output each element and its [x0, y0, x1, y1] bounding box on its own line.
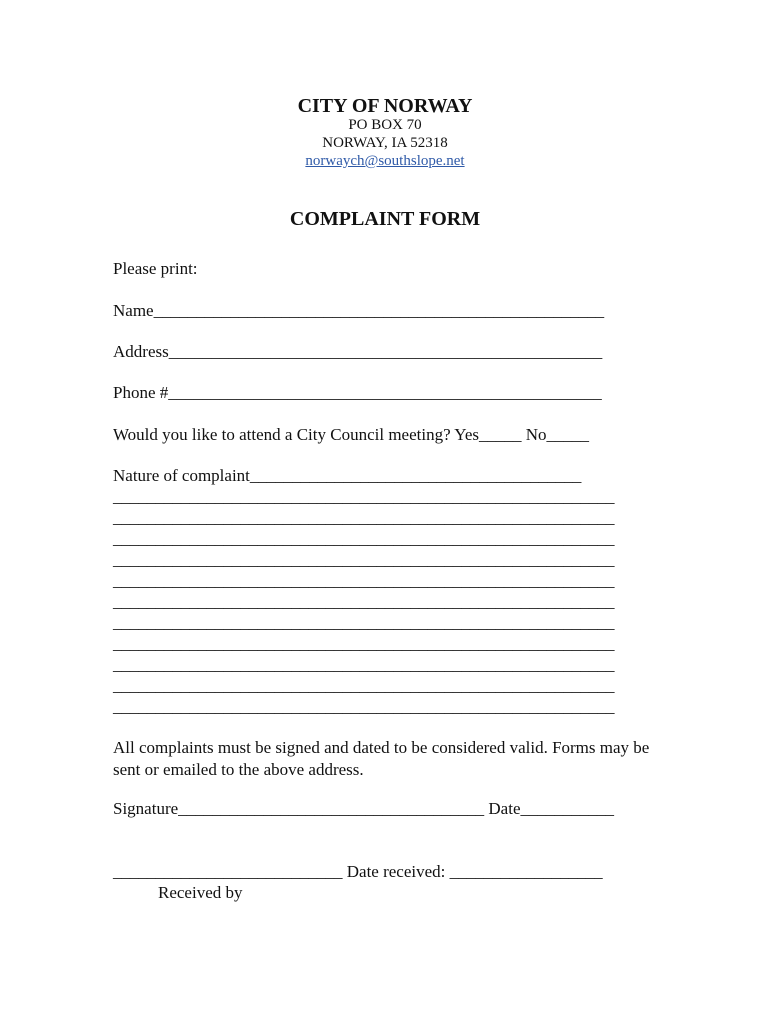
email-link[interactable]: norwaych@southslope.net: [305, 153, 465, 169]
name-field: Name_____________________________________________________: [113, 301, 605, 320]
nature-of-complaint-field: Nature of complaint_______________________________________: [113, 466, 582, 485]
complaint-blank-line: ___________________________________________________________: [113, 487, 615, 506]
complaint-blank-line: ___________________________________________________________: [113, 697, 615, 716]
address-line-2: NORWAY, IA 52318: [322, 135, 448, 151]
please-print-label: Please print:: [113, 259, 198, 278]
complaint-blank-line: ___________________________________________________________: [113, 550, 615, 569]
complaint-blank-line: ___________________________________________________________: [113, 592, 615, 611]
complaint-blank-line: ___________________________________________________________: [113, 655, 615, 674]
complaint-blank-line: ___________________________________________________________: [113, 634, 615, 653]
council-meeting-question: Would you like to attend a City Council meeting? Yes_____ No_____: [113, 425, 590, 444]
address-field: Address___________________________________________________: [113, 342, 603, 361]
complaint-blank-line: ___________________________________________________________: [113, 529, 615, 548]
form-title: COMPLAINT FORM: [289, 208, 481, 230]
complaint-blank-line: ___________________________________________________________: [113, 571, 615, 590]
signature-date-field: Signature____________________________________ Date___________: [113, 799, 614, 818]
complaint-blank-line: ___________________________________________________________: [113, 613, 615, 632]
received-by-label: Received by: [158, 883, 243, 902]
received-date-field: ___________________________ Date received: __________________: [113, 862, 603, 881]
complaint-blank-line: ___________________________________________________________: [113, 676, 615, 695]
complaint-blank-line: ___________________________________________________________: [113, 508, 615, 527]
validity-note: All complaints must be signed and dated to be considered valid. Forms may be sent or emailed to the above address.: [113, 738, 650, 779]
org-name: CITY OF NORWAY: [297, 95, 473, 117]
phone-field: Phone #___________________________________________________: [113, 383, 602, 402]
address-line-1: PO BOX 70: [348, 117, 422, 133]
